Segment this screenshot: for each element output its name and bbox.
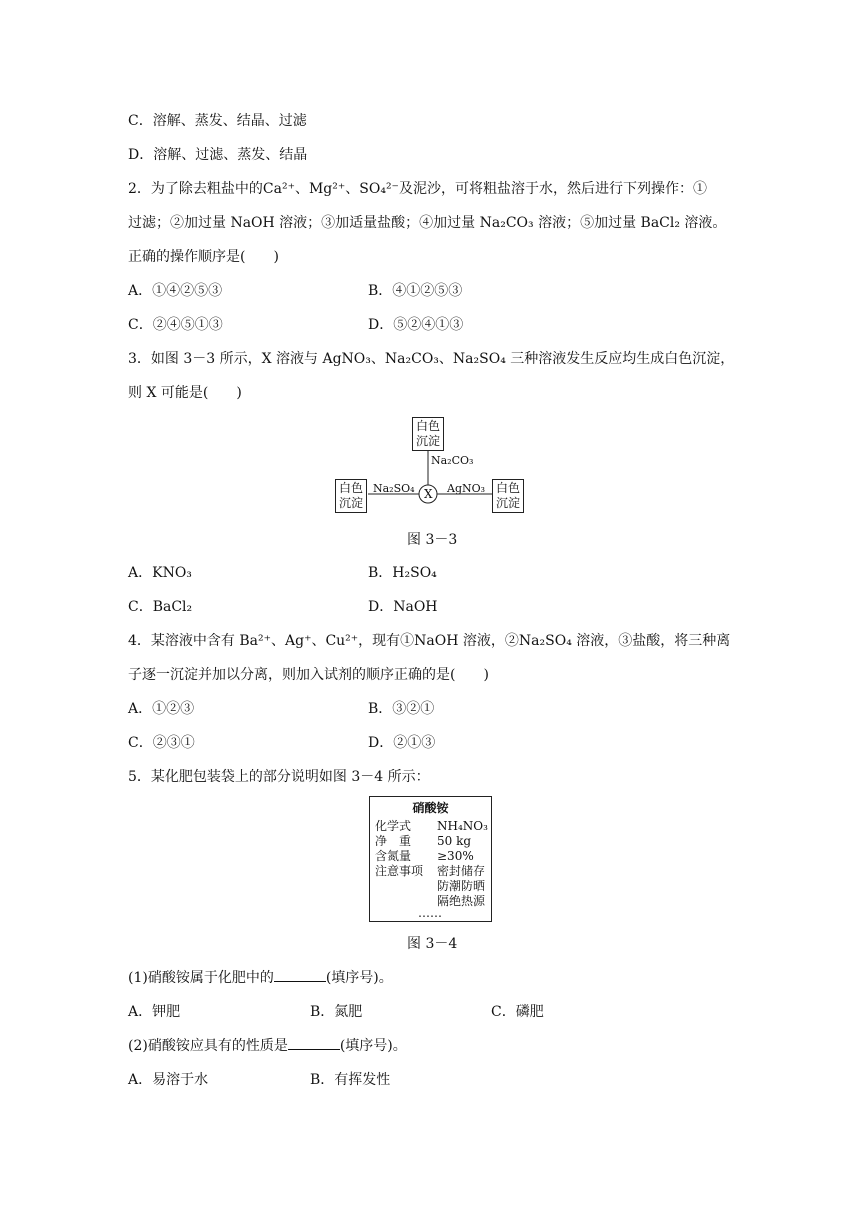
fertilizer-label-figure: [369, 796, 492, 922]
q4-option-c: C．②③①: [128, 735, 195, 751]
label-na2so4: Na₂SO₄: [373, 482, 415, 495]
q2-option-d: D．⑤②④①③: [368, 317, 464, 333]
box-top-line2: 沉淀: [416, 434, 441, 448]
q2-option-b: B．④①②⑤③: [368, 283, 463, 299]
label-value-formula: NH₄NO₃: [437, 819, 488, 833]
figure-3-4-caption: 图 3－4: [407, 936, 458, 952]
q5-sub1-answer-blank[interactable]: [274, 969, 326, 982]
box-left-line1: 白色: [339, 481, 364, 495]
q5-sub2-text-pre: (2)硝酸铵应具有的性质是: [128, 1038, 288, 1054]
q2-stem-line3: 正确的操作顺序是( ): [128, 249, 279, 265]
q5-sub1-option-c: C．磷肥: [491, 1004, 544, 1020]
label-ellipsis: ……: [418, 906, 442, 920]
q3-stem-line1: 3．如图 3－3 所示，X 溶液与 AgNO₃、Na₂CO₃、Na₂SO₄ 三种溶液发生反应均生成白色沉淀，: [128, 351, 735, 367]
precipitate-box-top: [412, 417, 444, 451]
label-value-note2: 防潮防晒: [437, 879, 486, 893]
q5-sub2-answer-blank[interactable]: [288, 1037, 340, 1050]
label-na2co3: Na₂CO₃: [431, 454, 474, 467]
box-right-line1: 白色: [496, 481, 521, 495]
box-top-line1: 白色: [416, 419, 441, 433]
label-agno3: AgNO₃: [447, 482, 486, 495]
q2-stem-line2: 过滤；②加过量 NaOH 溶液；③加适量盐酸；④加过量 Na₂CO₃ 溶液；⑤加过量 BaCl₂ 溶液。: [128, 215, 727, 231]
label-key-weight: 净 重: [375, 834, 412, 848]
q5-sub2: [128, 1036, 407, 1056]
q5-sub2-option-a: A．易溶于水: [128, 1072, 209, 1088]
label-value-nitrogen: ≥30%: [437, 849, 474, 863]
q5-sub2-text-post: (填序号)。: [339, 1038, 407, 1054]
q2-option-a: A．①④②⑤③: [128, 283, 223, 299]
q1-option-d: D．溶解、过滤、蒸发、结晶: [128, 147, 308, 163]
q5-sub1-option-b: B．氮肥: [310, 1004, 363, 1020]
label-value-note3: 隔绝热源: [437, 894, 486, 908]
precipitate-box-right: [492, 479, 524, 513]
q4-stem-line2: 子逐一沉淀并加以分离，则加入试剂的顺序正确的是( ): [128, 667, 489, 683]
q3-option-b: B．H₂SO₄: [368, 565, 437, 581]
label-key-notes: 注意事项: [375, 864, 424, 878]
q4-option-b: B．③②①: [368, 701, 435, 717]
q1-option-c: C．溶解、蒸发、结晶、过滤: [128, 113, 307, 129]
q3-stem-line2: 则 X 可能是( ): [128, 385, 242, 401]
q5-sub1: [128, 968, 393, 988]
box-right-line2: 沉淀: [496, 496, 521, 510]
figure-3-3-caption: 图 3－3: [407, 532, 458, 548]
q5-sub1-text-pre: (1)硝酸铵属于化肥中的: [128, 970, 274, 986]
q4-option-a: A．①②③: [128, 701, 195, 717]
q3-option-d: D．NaOH: [368, 599, 438, 615]
label-value-note1: 密封储存: [437, 864, 486, 878]
q5-sub1-option-a: A．钾肥: [128, 1004, 181, 1020]
q4-option-d: D．②①③: [368, 735, 436, 751]
box-left-line2: 沉淀: [339, 496, 364, 510]
q2-stem-line1: 2．为了除去粗盐中的Ca²⁺、Mg²⁺、SO₄²⁻及泥沙，可将粗盐溶于水，然后进行下列操作：①: [128, 181, 707, 197]
q5-sub1-text-post: (填序号)。: [325, 970, 393, 986]
q2-option-c: C．②④⑤①③: [128, 317, 223, 333]
label-title: 硝酸铵: [412, 801, 449, 815]
label-key-nitrogen: 含氮量: [375, 849, 412, 863]
q5-stem: 5．某化肥包装袋上的部分说明如图 3－4 所示：: [128, 769, 430, 785]
q3-option-c: C．BaCl₂: [128, 599, 193, 615]
x-center-label: X: [424, 487, 433, 501]
label-key-formula: 化学式: [375, 819, 412, 833]
q3-option-a: A．KNO₃: [128, 565, 192, 581]
q5-sub2-option-b: B．有挥发性: [310, 1072, 391, 1088]
precipitate-box-left: [335, 479, 367, 513]
label-value-weight: 50 kg: [437, 834, 472, 848]
q4-stem-line1: 4．某溶液中含有 Ba²⁺、Ag⁺、Cu²⁺，现有①NaOH 溶液，②Na₂SO₄ 溶液，③盐酸，将三种离: [128, 633, 731, 649]
